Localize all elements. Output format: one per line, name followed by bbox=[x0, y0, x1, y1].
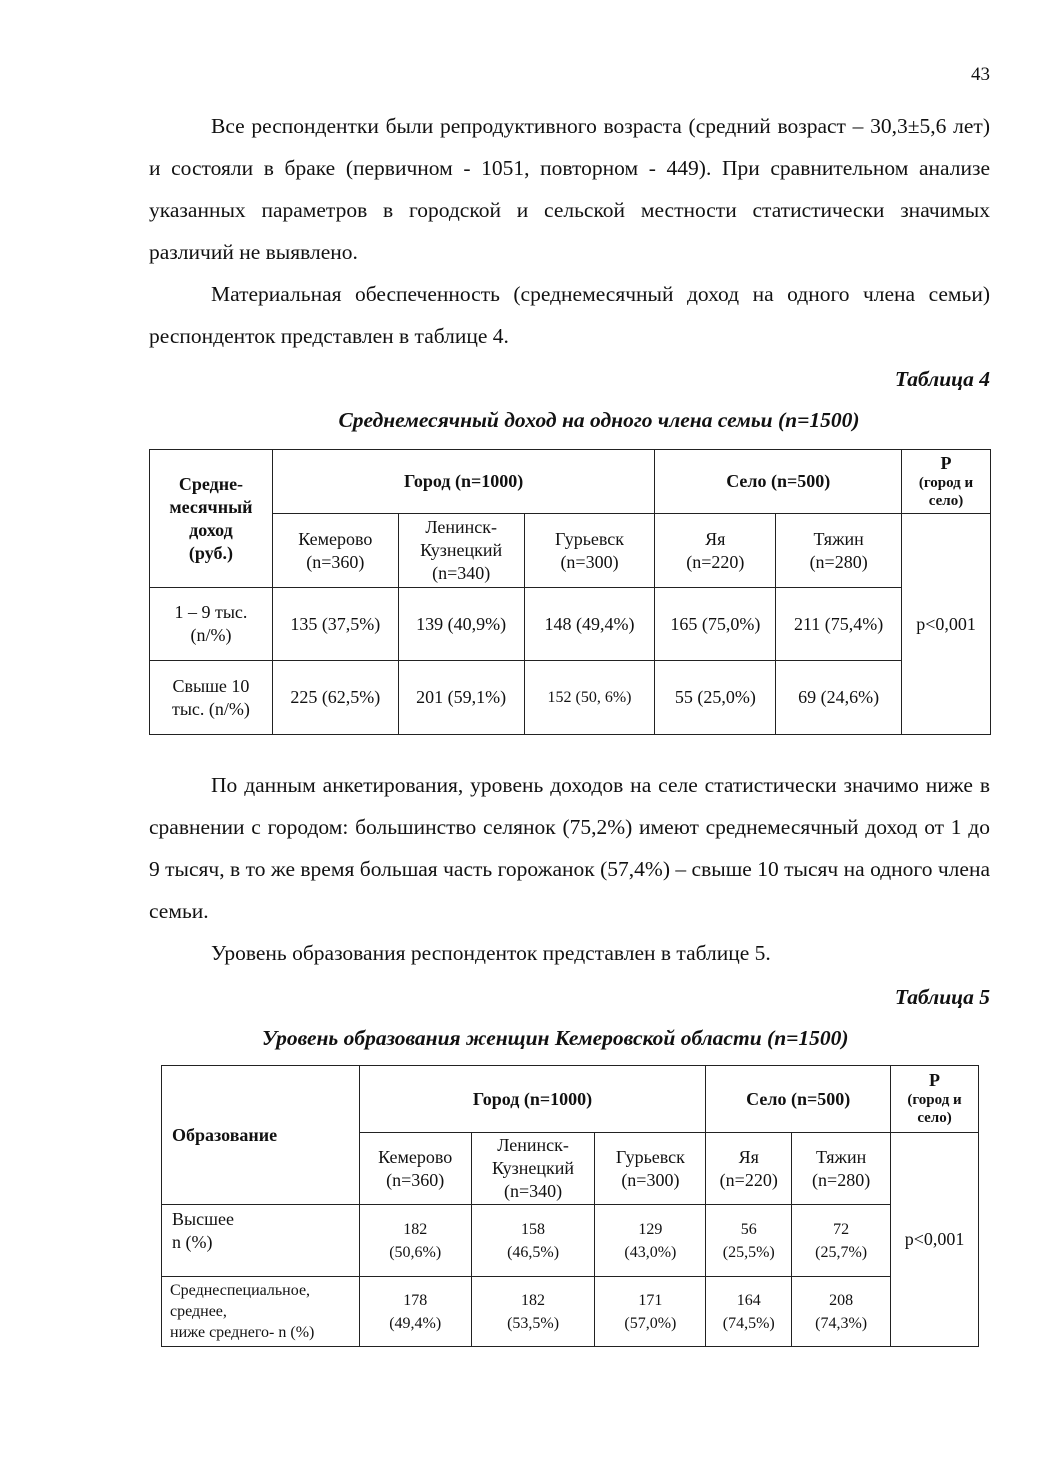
paragraph-education-intro bbox=[149, 932, 990, 974]
table-cell: 148 (49,4%) bbox=[524, 588, 655, 661]
education-p-value: p<0,001 bbox=[891, 1133, 979, 1347]
col-line: (n=300) bbox=[621, 1169, 680, 1190]
table-cell bbox=[595, 1205, 706, 1277]
cell-count: 208 bbox=[829, 1291, 854, 1309]
income-col-leninsk bbox=[398, 514, 524, 588]
table-row bbox=[162, 1277, 979, 1347]
p-header-sub: (город и село) bbox=[907, 1092, 962, 1126]
col-line: (n=340) bbox=[503, 1181, 563, 1201]
table-cell bbox=[471, 1277, 595, 1347]
table-cell: 225 (62,5%) bbox=[272, 661, 398, 735]
education-col-guryevsk bbox=[595, 1133, 706, 1205]
table-cell bbox=[792, 1205, 891, 1277]
corner-line: месячный bbox=[169, 496, 253, 517]
cell-count: 171 bbox=[638, 1291, 663, 1309]
col-line: (n=300) bbox=[560, 551, 619, 572]
col-line: (n=360) bbox=[306, 551, 365, 572]
col-line: Кемерово bbox=[378, 1146, 453, 1167]
corner-line: Средне- bbox=[178, 473, 244, 494]
p-header-main: P bbox=[940, 452, 952, 473]
paragraph-income-intro bbox=[149, 273, 990, 357]
col-line: (n=360) bbox=[386, 1169, 445, 1190]
income-group-city: Город (n=1000) bbox=[272, 450, 655, 514]
cell-percent: (46,5%) bbox=[507, 1243, 560, 1261]
education-col-yaya bbox=[706, 1133, 792, 1205]
cell-percent: (49,4%) bbox=[389, 1314, 442, 1332]
row-label-line: тыс. (n/%) bbox=[171, 698, 250, 719]
col-line: Кузнецкий bbox=[420, 540, 503, 560]
cell-percent: (74,5%) bbox=[722, 1314, 775, 1332]
paragraph-income-intro-text: Материальная обеспеченность (среднемесячный доход на одного члена семьи) респонденток представлен в таблице 4. bbox=[149, 282, 990, 348]
row-label-line: (n/%) bbox=[190, 625, 232, 645]
p-header-sub: (город и село) bbox=[918, 474, 974, 509]
income-group-village: Село (n=500) bbox=[655, 450, 902, 514]
col-line: Кузнецкий bbox=[492, 1158, 575, 1178]
cell-percent: (25,7%) bbox=[815, 1243, 868, 1261]
cell-count: 129 bbox=[638, 1220, 663, 1238]
col-line: Гурьевск bbox=[615, 1146, 685, 1167]
corner-line: доход bbox=[189, 519, 233, 540]
income-row-label bbox=[150, 588, 273, 661]
cell-percent: (25,5%) bbox=[722, 1243, 775, 1261]
col-line: Тяжин bbox=[813, 528, 864, 549]
table-cell bbox=[595, 1277, 706, 1347]
cell-percent: (43,0%) bbox=[624, 1243, 677, 1261]
table-cell bbox=[792, 1277, 891, 1347]
education-row-label bbox=[162, 1277, 360, 1347]
col-line: Кемерово bbox=[298, 528, 373, 549]
table4-title: Среднемесячный доход на одного члена семьи (n=1500) bbox=[338, 408, 860, 432]
table-cell: 55 (25,0%) bbox=[655, 661, 776, 735]
cell-count: 164 bbox=[736, 1291, 761, 1309]
col-line: Гурьевск bbox=[554, 528, 625, 549]
col-line: Ленинск- bbox=[497, 1135, 569, 1155]
row-label-line: Высшее bbox=[172, 1209, 234, 1229]
table5-label: Таблица 5 bbox=[894, 985, 990, 1009]
education-row-label bbox=[162, 1205, 360, 1277]
cell-count: 158 bbox=[521, 1220, 546, 1238]
education-table bbox=[161, 1065, 979, 1347]
table-row bbox=[150, 588, 991, 661]
education-col-tyazhin bbox=[792, 1133, 891, 1205]
cell-count: 182 bbox=[521, 1291, 546, 1309]
table-cell bbox=[706, 1277, 792, 1347]
paragraph-age bbox=[149, 105, 990, 273]
col-line: (n=280) bbox=[812, 1169, 871, 1190]
education-group-village: Село (n=500) bbox=[706, 1066, 891, 1133]
p-header-main: P bbox=[929, 1070, 941, 1090]
cell-count: 182 bbox=[403, 1220, 428, 1238]
row-label-line: Свыше 10 bbox=[172, 675, 250, 696]
page-number: 43 bbox=[971, 64, 990, 85]
income-header-corner bbox=[150, 450, 273, 588]
col-line: Яя bbox=[738, 1146, 759, 1167]
cell-percent: (74,3%) bbox=[815, 1314, 868, 1332]
col-line: Яя bbox=[705, 528, 726, 549]
table-cell: 201 (59,1%) bbox=[398, 661, 524, 735]
row-label-line: ниже среднего- n (%) bbox=[170, 1324, 315, 1341]
col-line: (n=220) bbox=[719, 1169, 778, 1190]
table-cell: 152 (50, 6%) bbox=[524, 661, 655, 735]
table5-title: Уровень образования женщин Кемеровской области (n=1500) bbox=[262, 1026, 849, 1050]
col-line: Ленинск- bbox=[425, 517, 498, 537]
table-cell: 211 (75,4%) bbox=[776, 588, 902, 661]
paragraph-education-intro-text: Уровень образования респонденток представлен в таблице 5. bbox=[211, 941, 771, 965]
table-cell bbox=[471, 1205, 595, 1277]
row-label-line: Среднеспециальное, bbox=[170, 1282, 311, 1299]
income-p-header bbox=[902, 450, 991, 514]
income-col-guryevsk bbox=[524, 514, 655, 588]
education-col-kemerovo bbox=[359, 1133, 471, 1205]
col-line: (n=220) bbox=[686, 551, 745, 572]
income-col-tyazhin bbox=[776, 514, 902, 588]
cell-percent: (57,0%) bbox=[624, 1314, 677, 1332]
row-label-line: среднее, bbox=[170, 1303, 227, 1320]
income-table bbox=[149, 449, 991, 735]
cell-percent: (53,5%) bbox=[507, 1314, 560, 1332]
education-col-leninsk bbox=[471, 1133, 595, 1205]
education-header-corner: Образование bbox=[162, 1066, 360, 1205]
table-cell: 135 (37,5%) bbox=[272, 588, 398, 661]
table-cell bbox=[706, 1205, 792, 1277]
col-line: (n=280) bbox=[809, 551, 868, 572]
table4-label: Таблица 4 bbox=[894, 367, 990, 391]
table-cell: 69 (24,6%) bbox=[776, 661, 902, 735]
table-cell bbox=[359, 1205, 471, 1277]
education-group-city: Город (n=1000) bbox=[359, 1066, 706, 1133]
table-row bbox=[162, 1205, 979, 1277]
cell-percent: (50,6%) bbox=[389, 1243, 442, 1261]
income-row-label bbox=[150, 661, 273, 735]
col-line: Тяжин bbox=[815, 1146, 867, 1167]
row-label-line: n (%) bbox=[172, 1232, 213, 1252]
cell-count: 72 bbox=[833, 1220, 850, 1238]
income-col-kemerovo bbox=[272, 514, 398, 588]
income-p-value: p<0,001 bbox=[902, 514, 991, 735]
row-label-line: 1 – 9 тыс. bbox=[174, 602, 248, 622]
paragraph-income-analysis-text: По данным анкетирования, уровень доходов на селе статистически значимо ниже в сравнении с городом: большинство селянок (75,2%) имеют среднемесячный доход от 1 до 9 тысяч, в то же время большая часть горожанок (57,4%) – свыше 10 тысяч на одного члена семьи. bbox=[149, 773, 990, 923]
table-cell bbox=[359, 1277, 471, 1347]
corner-line: (руб.) bbox=[188, 542, 233, 563]
cell-count: 56 bbox=[740, 1220, 757, 1238]
cell-count: 178 bbox=[403, 1291, 428, 1309]
table-cell: 139 (40,9%) bbox=[398, 588, 524, 661]
paragraph-age-text: Все респондентки были репродуктивного возраста (средний возраст – 30,3±5,6 лет) и состояли в браке (первичном - 1051, повторном - 449). При сравнительном анализе указанных параметров в городской и сельской местности статистически значимых различий не выявлено. bbox=[149, 114, 990, 264]
table-row bbox=[150, 661, 991, 735]
education-p-header bbox=[891, 1066, 979, 1133]
income-col-yaya bbox=[655, 514, 776, 588]
table-cell: 165 (75,0%) bbox=[655, 588, 776, 661]
col-line: (n=340) bbox=[432, 563, 491, 583]
paragraph-income-analysis bbox=[149, 764, 990, 932]
